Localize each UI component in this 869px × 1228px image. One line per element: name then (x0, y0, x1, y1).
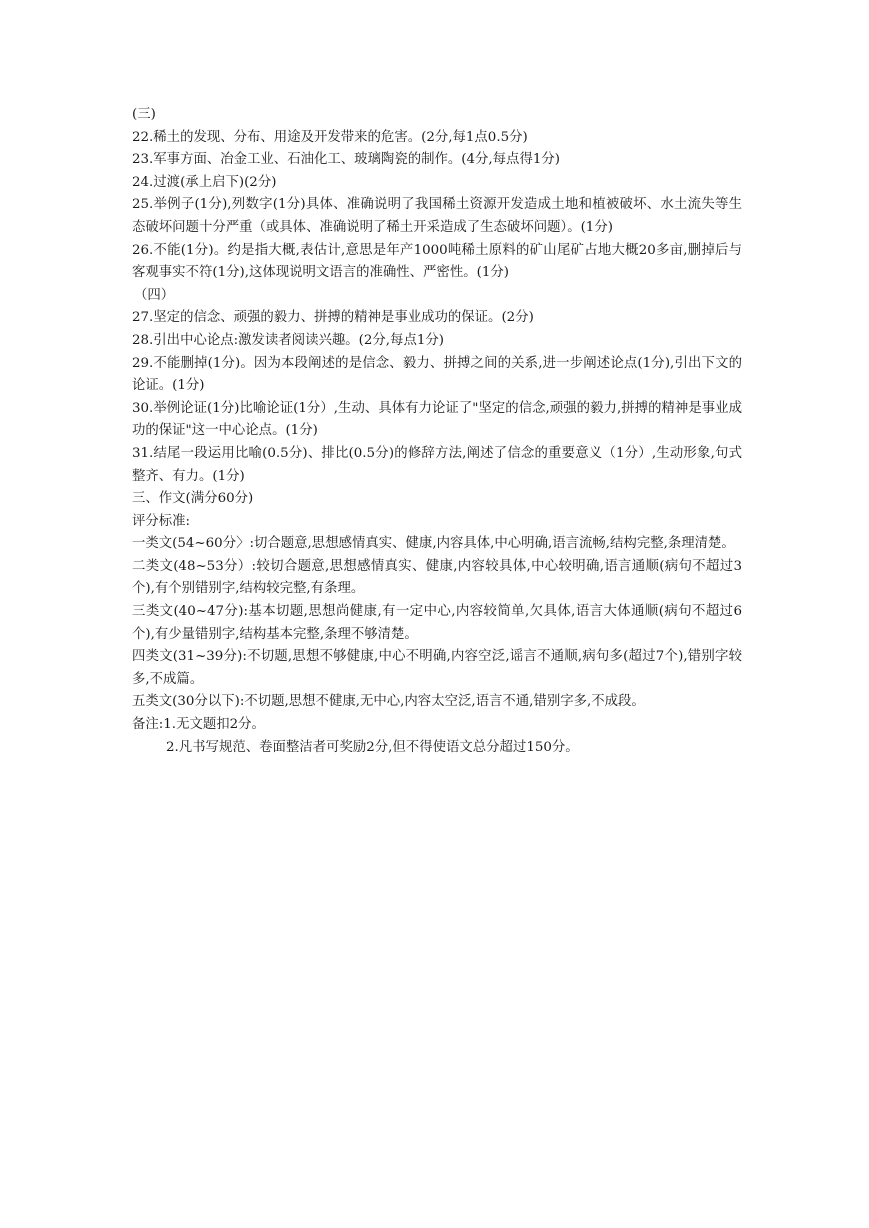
answer-22: 22.稀土的发现、分布、用途及开发带来的危害。(2分,每1点0.5分) (132, 129, 528, 145)
grade-level-5: 五类文(30分以下):不切题,思想不健康,无中心,内容太空泛,语言不通,错别字多,不成段。 (132, 694, 645, 710)
answer-30: 30.举例论证(1分)比喻论证(1分）,生动、具体有力论证了"坚定的信念,顽强的毅力,拼搏的精神是事业成功的保证"这一中心论点。(1分) (132, 400, 742, 439)
answer-29: 29.不能删掉(1分)。因为本段阐述的是信念、毅力、拼搏之间的关系,进一步阐述论点(1分),引出下文的论证。(1分) (132, 355, 742, 394)
grade-level-2: 二类文(48~53分）:较切合题意,思想感情真实、健康,内容较具体,中心较明确,语言通顺(病句不超过3个),有个别错别字,结构较完整,有条理。 (132, 558, 742, 597)
answer-27: 27.坚定的信念、顽强的毅力、拼搏的精神是事业成功的保证。(2分) (132, 310, 534, 326)
note-2: 2.凡书写规范、卷面整洁者可奖励2分,但不得使语文总分超过150分。 (166, 739, 579, 755)
answer-28: 28.引出中心论点:激发读者阅读兴趣。(2分,每点1分) (132, 332, 444, 348)
grade-level-3: 三类文(40~47分):基本切题,思想尚健康,有一定中心,内容较简单,欠具体,语言大体通顺(病句不超过6个),有少量错别字,结构基本完整,条理不够清楚。 (132, 604, 743, 642)
answer-31: 31.结尾一段运用比喻(0.5分)、排比(0.5分)的修辞方法,阐述了信念的重要意义（1分）,生动形象,句式整齐、有力。(1分) (132, 445, 742, 484)
answer-key-document (132, 104, 742, 759)
essay-section-title: 三、作文(满分60分) (132, 491, 254, 507)
section-heading-four: （四） (134, 287, 175, 303)
section-heading-three: (三) (132, 107, 156, 122)
note-1: 备注:1.无文题扣2分。 (132, 717, 265, 733)
answer-25: 25.举例子(1分),列数字(1分)具体、准确说明了我国稀土资源开发造成土地和植被破坏、水土流失等生态破坏问题十分严重（或具体、准确说明了稀土开采造成了生态破坏问题）。(1分) (132, 197, 742, 235)
answer-23: 23.军事方面、冶金工业、石油化工、玻璃陶瓷的制作。(4分,每点得1分) (132, 152, 560, 168)
grade-level-1: 一类文(54~60分〉:切合题意,思想感情真实、健康,内容具体,中心明确,语言流畅,结构完整,条理清楚。 (132, 536, 735, 552)
criteria-label: 评分标准: (132, 513, 191, 529)
answer-26: 26.不能(1分)。约是指大概,表估计,意思是年产1000吨稀土原料的矿山尾矿占地大概20多亩,删掉后与客观事实不符(1分),这体现说明文语言的准确性、严密性。(1分) (132, 242, 742, 281)
answer-24: 24.过渡(承上启下)(2分) (132, 174, 277, 190)
grade-level-4: 四类文(31~39分):不切题,思想不够健康,中心不明确,内容空泛,谣言不通顺,病句多(超过7个),错别字较多,不成篇。 (132, 649, 742, 687)
